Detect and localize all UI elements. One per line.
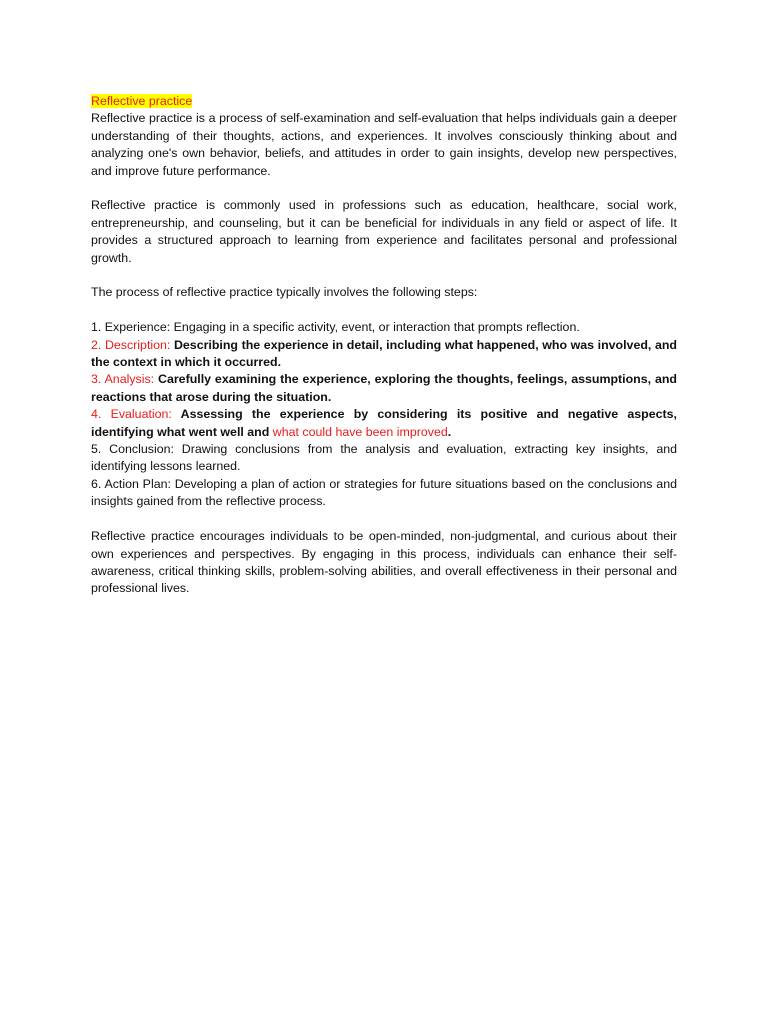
heading-line — [91, 93, 677, 110]
spacer — [91, 302, 677, 319]
step-label: 2. Description: — [91, 337, 171, 352]
step-experience — [91, 319, 677, 336]
step-text: Assessing the experience by considering its positive and negative aspects, identifying what went well and — [91, 407, 677, 439]
document-heading: Reflective practice — [91, 94, 193, 108]
step-action-plan — [91, 476, 677, 511]
step-text: Carefully examining the experience, exploring the thoughts, feelings, assumptions, and reactions that arose during the situation. — [91, 372, 677, 404]
step-conclusion — [91, 441, 677, 476]
document-page — [91, 93, 677, 598]
step-text: Developing a plan of action or strategies for future situations based on the conclusions and insights gained from the reflective process. — [91, 476, 677, 509]
step-analysis — [91, 371, 677, 406]
spacer — [91, 511, 677, 528]
step-evaluation — [91, 406, 677, 441]
step-label: 4. Evaluation: — [91, 407, 172, 422]
step-description — [91, 337, 677, 372]
step-label: 3. Analysis: — [91, 372, 155, 387]
step-text: Engaging in a specific activity, event, or interaction that prompts reflection. — [173, 320, 580, 335]
step-label: 6. Action Plan: — [91, 476, 171, 491]
spacer — [91, 180, 677, 197]
step-text: Drawing conclusions from the analysis and evaluation, extracting key insights, and identifying lessons learned. — [91, 442, 677, 474]
usage-paragraph: Reflective practice is commonly used in professions such as education, healthcare, social work, entrepreneurship, and counseling, but it can be beneficial for individuals in any field or aspect of life. It provides a structured approach to learning from experience and facilitates personal and professional growth. — [91, 198, 677, 265]
intro-paragraph: Reflective practice is a process of self-examination and self-evaluation that helps individuals gain a deeper understanding of their thoughts, actions, and experiences. It involves consciously thinking about and analyzing one's own behavior, beliefs, and attitudes in order to gain insights, develop new perspectives, and improve future performance. — [91, 111, 677, 178]
step-end-punctuation: . — [447, 424, 452, 439]
step-label: 5. Conclusion: — [91, 442, 174, 457]
spacer — [91, 267, 677, 284]
steps-list — [91, 319, 677, 510]
step-label: 1. Experience: — [91, 320, 171, 335]
step-text: Describing the experience in detail, including what happened, who was involved, and the context in which it occurred. — [91, 337, 677, 370]
steps-intro: The process of reflective practice typically involves the following steps: — [91, 285, 478, 300]
step-highlight-text: what could have been improved — [272, 424, 448, 439]
closing-paragraph: Reflective practice encourages individuals to be open-minded, non-judgmental, and curious about their own experiences and perspectives. By engaging in this process, individuals can enhance their self-awareness, critical thinking skills, problem-solving abilities, and overall effectiveness in their personal and professional lives. — [91, 529, 677, 596]
